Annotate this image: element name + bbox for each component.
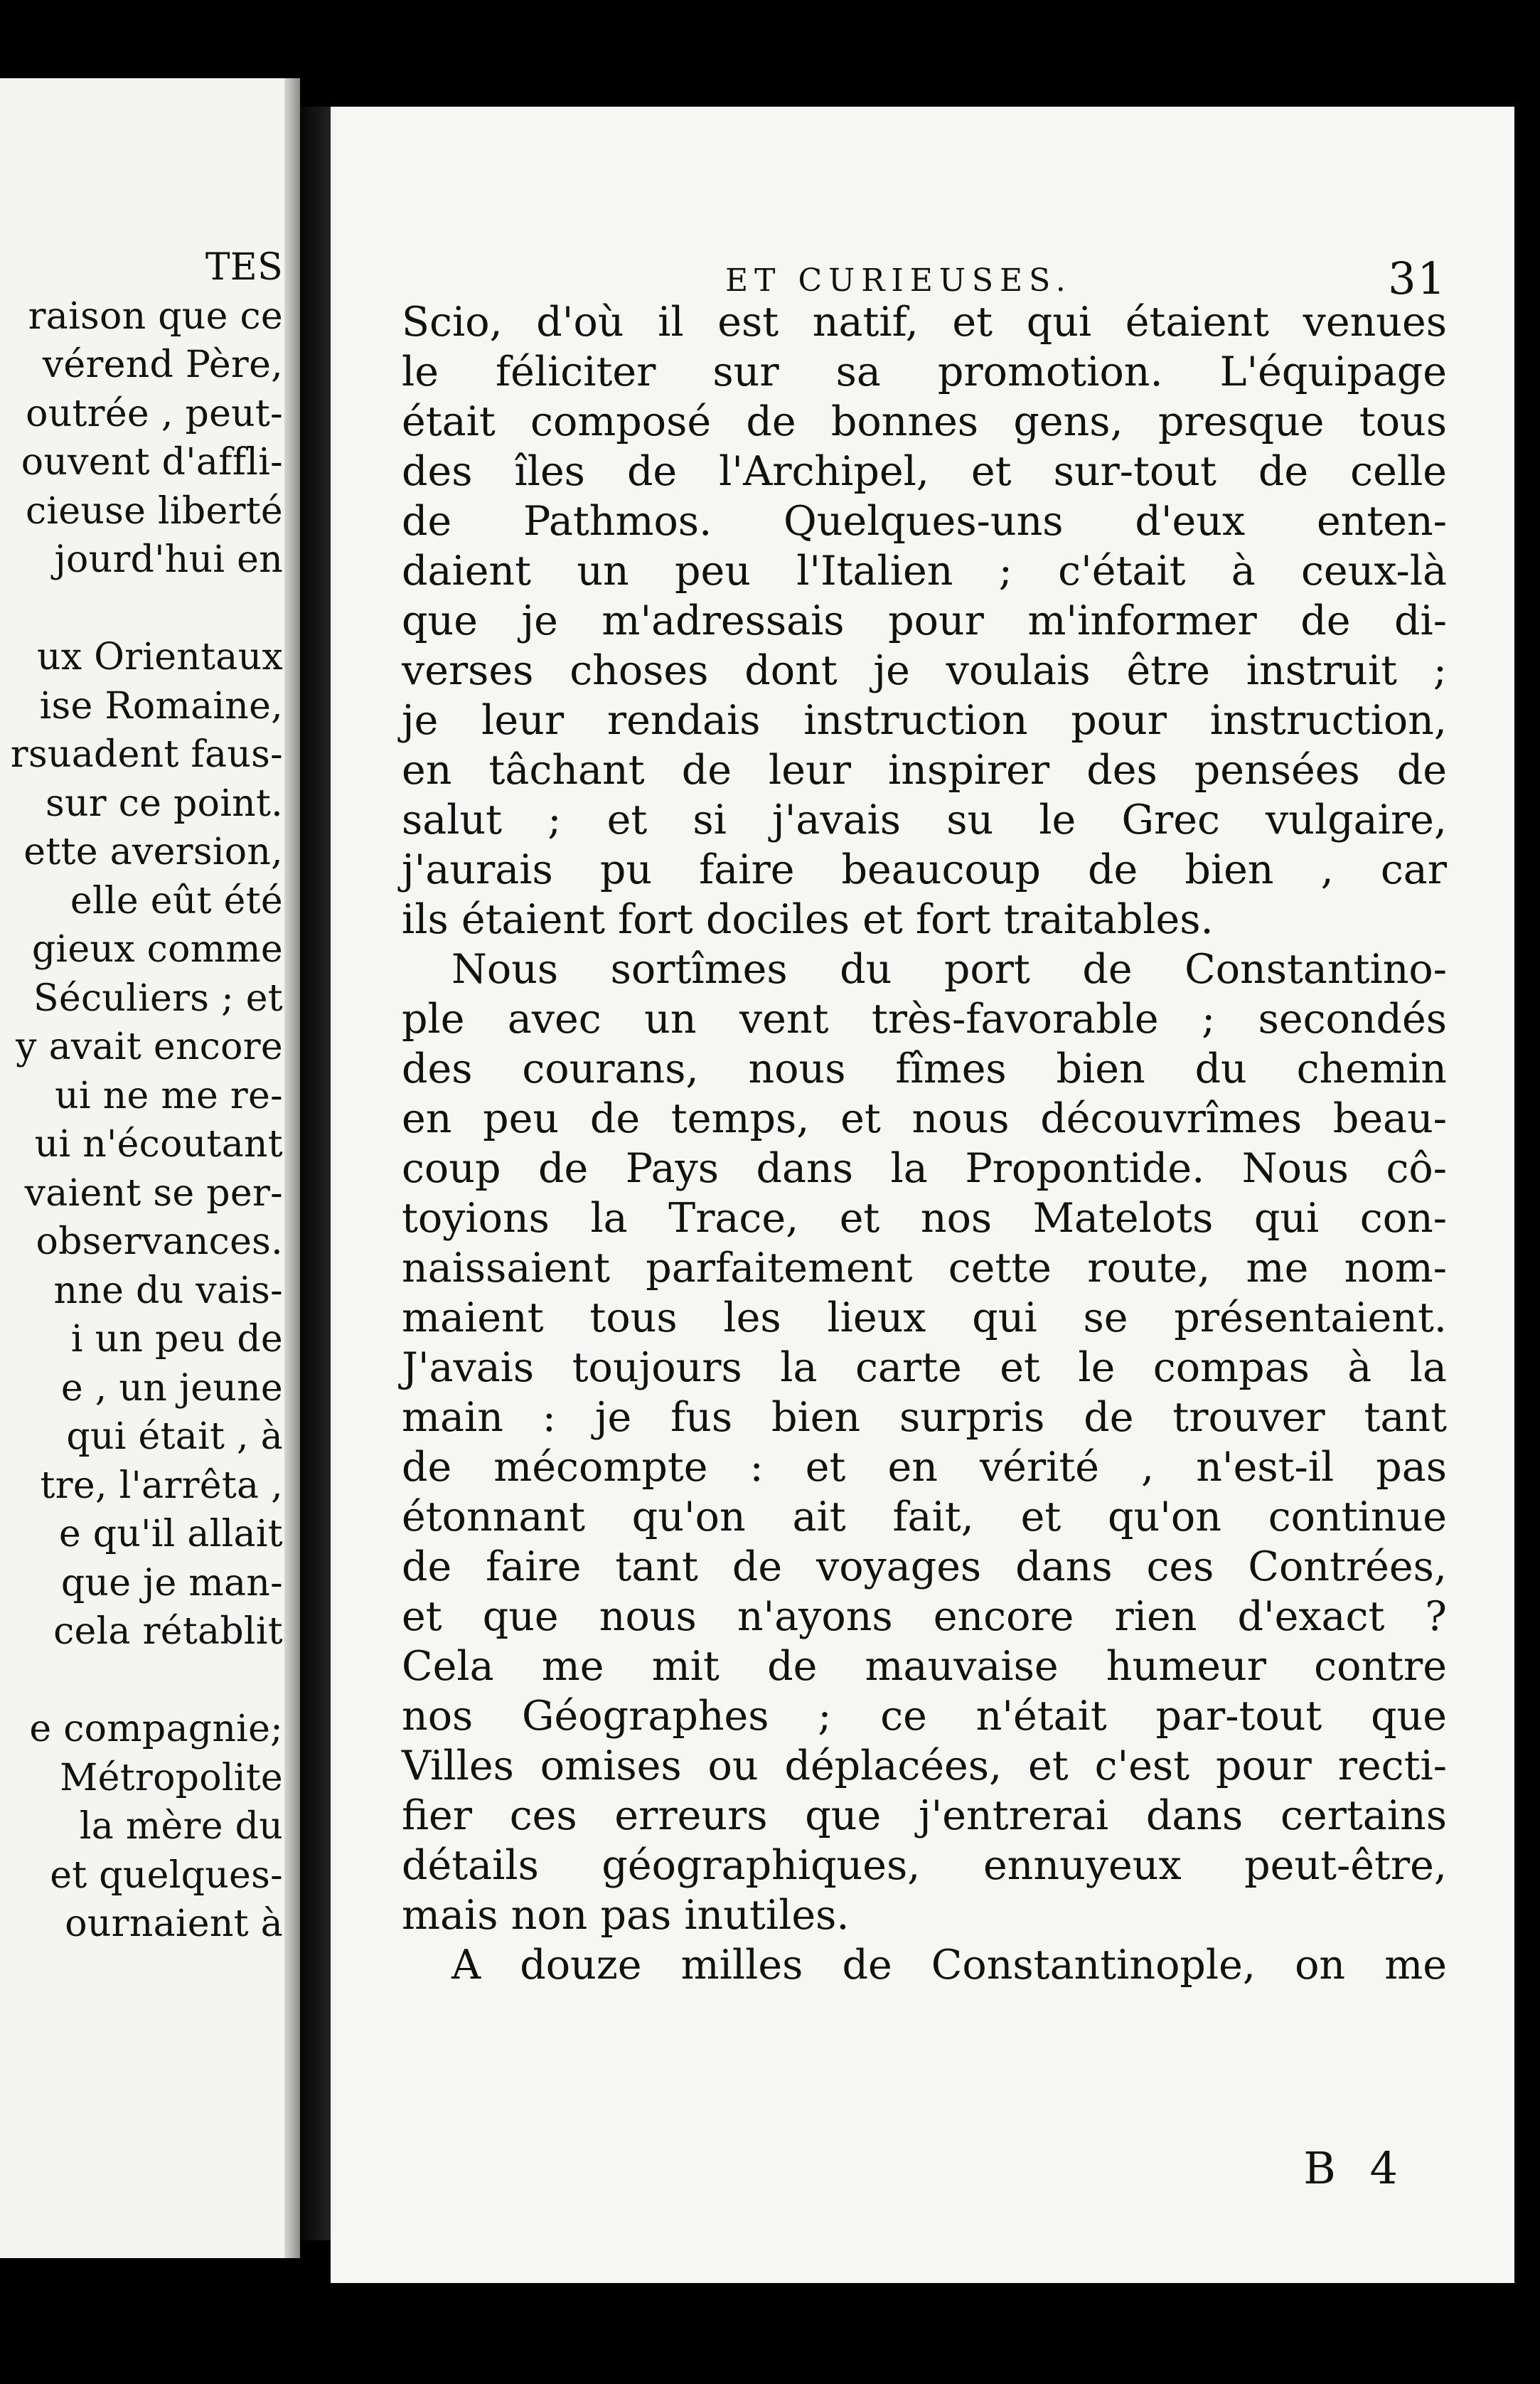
text-line: des îles de l'Archipel, et sur-tout de celle xyxy=(402,448,1447,495)
left-page-line: elle eût été xyxy=(70,879,283,922)
text-line: main : je fus bien surpris de trouver tant xyxy=(402,1394,1447,1441)
text-line: nos Géographes ; ce n'était par-tout que xyxy=(402,1693,1447,1740)
left-page-line: cela rétablit xyxy=(53,1610,283,1653)
left-page-line: raison que ce xyxy=(28,294,283,338)
text-line: j'aurais pu faire beaucoup de bien , car xyxy=(402,846,1447,893)
left-page-line: sur ce point. xyxy=(45,782,283,825)
left-page-line: que je man- xyxy=(60,1561,283,1605)
text-line: maient tous les lieux qui se présentaient. xyxy=(402,1294,1447,1341)
left-page-line: Séculiers ; et xyxy=(33,977,283,1020)
text-line: je leur rendais instruction pour instruction, xyxy=(402,697,1447,744)
text-line: J'avais toujours la carte et le compas à la xyxy=(402,1344,1447,1391)
text-line: en tâchant de leur inspirer des pensées de xyxy=(402,747,1447,794)
left-page-line: vérend Père, xyxy=(42,344,283,386)
text-line: verses choses dont je voulais être instruit ; xyxy=(402,647,1447,694)
left-page-line: tre, l'arrêta , xyxy=(40,1464,283,1507)
left-page-line xyxy=(6,585,283,634)
left-page-line: jourd'hui en xyxy=(54,538,283,581)
left-page-line: ui ne me re- xyxy=(55,1074,283,1117)
text-line: mais non pas inutiles. xyxy=(402,1892,850,1939)
left-page-line: la mère du xyxy=(79,1805,283,1848)
left-page-line: e , un jeune xyxy=(60,1366,283,1410)
left-page-line: outrée , peut- xyxy=(26,392,283,435)
left-page-line: cieuse liberté xyxy=(25,489,283,533)
text-line: A douze milles de Constantinople, on me xyxy=(451,1942,1447,1989)
left-page xyxy=(0,78,297,2258)
left-page-line: y avait encore xyxy=(16,1026,283,1068)
text-line: Scio, d'où il est natif, et qui étaient venues xyxy=(402,299,1447,346)
text-line: coup de Pays dans la Propontide. Nous cô- xyxy=(402,1145,1447,1192)
text-line: des courans, nous fîmes bien du chemin xyxy=(402,1045,1447,1092)
text-line: daient un peu l'Italien ; c'était à ceux-là xyxy=(402,548,1447,595)
text-line: fier ces erreurs que j'entrerai dans certains xyxy=(402,1792,1447,1839)
running-head-title: ET CURIEUSES. xyxy=(725,262,1072,299)
left-page-line: nne du vais- xyxy=(53,1269,283,1312)
left-page-line: e qu'il allait xyxy=(58,1513,283,1555)
left-page-line: e compagnie; xyxy=(29,1708,283,1750)
left-page-line: i un peu de xyxy=(70,1318,283,1361)
left-page-line: ette aversion, xyxy=(23,831,283,873)
left-page-line: rsuadent faus- xyxy=(10,733,283,776)
body-text xyxy=(402,297,1447,1990)
text-line: Cela me mit de mauvaise humeur contre xyxy=(402,1643,1447,1690)
text-line: en peu de temps, et nous découvrîmes beau- xyxy=(402,1095,1447,1142)
text-line: naissaient parfaitement cette route, me nom- xyxy=(402,1245,1447,1292)
text-line: de mécompte : et en vérité , n'est-il pas xyxy=(402,1444,1447,1491)
text-line: de Pathmos. Quelques-uns d'eux enten- xyxy=(402,498,1447,545)
left-page-line: vaient se per- xyxy=(24,1171,283,1215)
text-line: le féliciter sur sa promotion. L'équipage xyxy=(402,348,1447,395)
text-line: Villes omises ou déplacées, et c'est pour recti- xyxy=(402,1742,1447,1789)
left-page-line xyxy=(6,1656,283,1705)
text-line: salut ; et si j'avais su le Grec vulgaire, xyxy=(402,797,1447,844)
left-page-line: qui était , à xyxy=(66,1415,283,1458)
left-page-line: et quelques- xyxy=(50,1853,283,1897)
text-line: que je m'adressais pour m'informer de di- xyxy=(402,597,1447,644)
text-line: ple avec un vent très-favorable ; secondés xyxy=(402,996,1447,1043)
left-page-line: ux Orientaux xyxy=(36,636,283,679)
text-line: ils étaient fort dociles et fort traitables. xyxy=(402,896,1214,943)
left-page-line: ournaient à xyxy=(65,1903,283,1945)
left-page-line: ui n'écoutant xyxy=(34,1123,283,1166)
text-line: toyions la Trace, et nos Matelots qui con- xyxy=(402,1195,1447,1242)
text-line: et que nous n'ayons encore rien d'exact ? xyxy=(402,1593,1447,1640)
left-page-line: ouvent d'affli- xyxy=(21,441,283,484)
left-page-line: Métropolite xyxy=(60,1756,283,1799)
left-page-line: TES xyxy=(205,246,283,289)
left-page-line: gieux comme xyxy=(31,928,283,971)
running-head xyxy=(402,252,1447,302)
text-line: détails géographiques, ennuyeux peut-être, xyxy=(402,1842,1447,1889)
right-page xyxy=(331,107,1514,2283)
text-line: étonnant qu'on ait fait, et qu'on continue xyxy=(402,1494,1447,1540)
left-page-line: observances. xyxy=(36,1220,283,1263)
left-page-text xyxy=(6,243,283,1949)
text-line: était composé de bonnes gens, presque tous xyxy=(402,398,1447,445)
signature-mark: B 4 xyxy=(1303,2142,1408,2194)
left-page-edge xyxy=(284,78,300,2258)
left-page-line: ise Romaine, xyxy=(39,684,283,728)
text-line: Nous sortîmes du port de Constantino- xyxy=(451,946,1447,993)
page-number: 31 xyxy=(1388,252,1447,304)
text-line: de faire tant de voyages dans ces Contrées, xyxy=(402,1543,1447,1590)
